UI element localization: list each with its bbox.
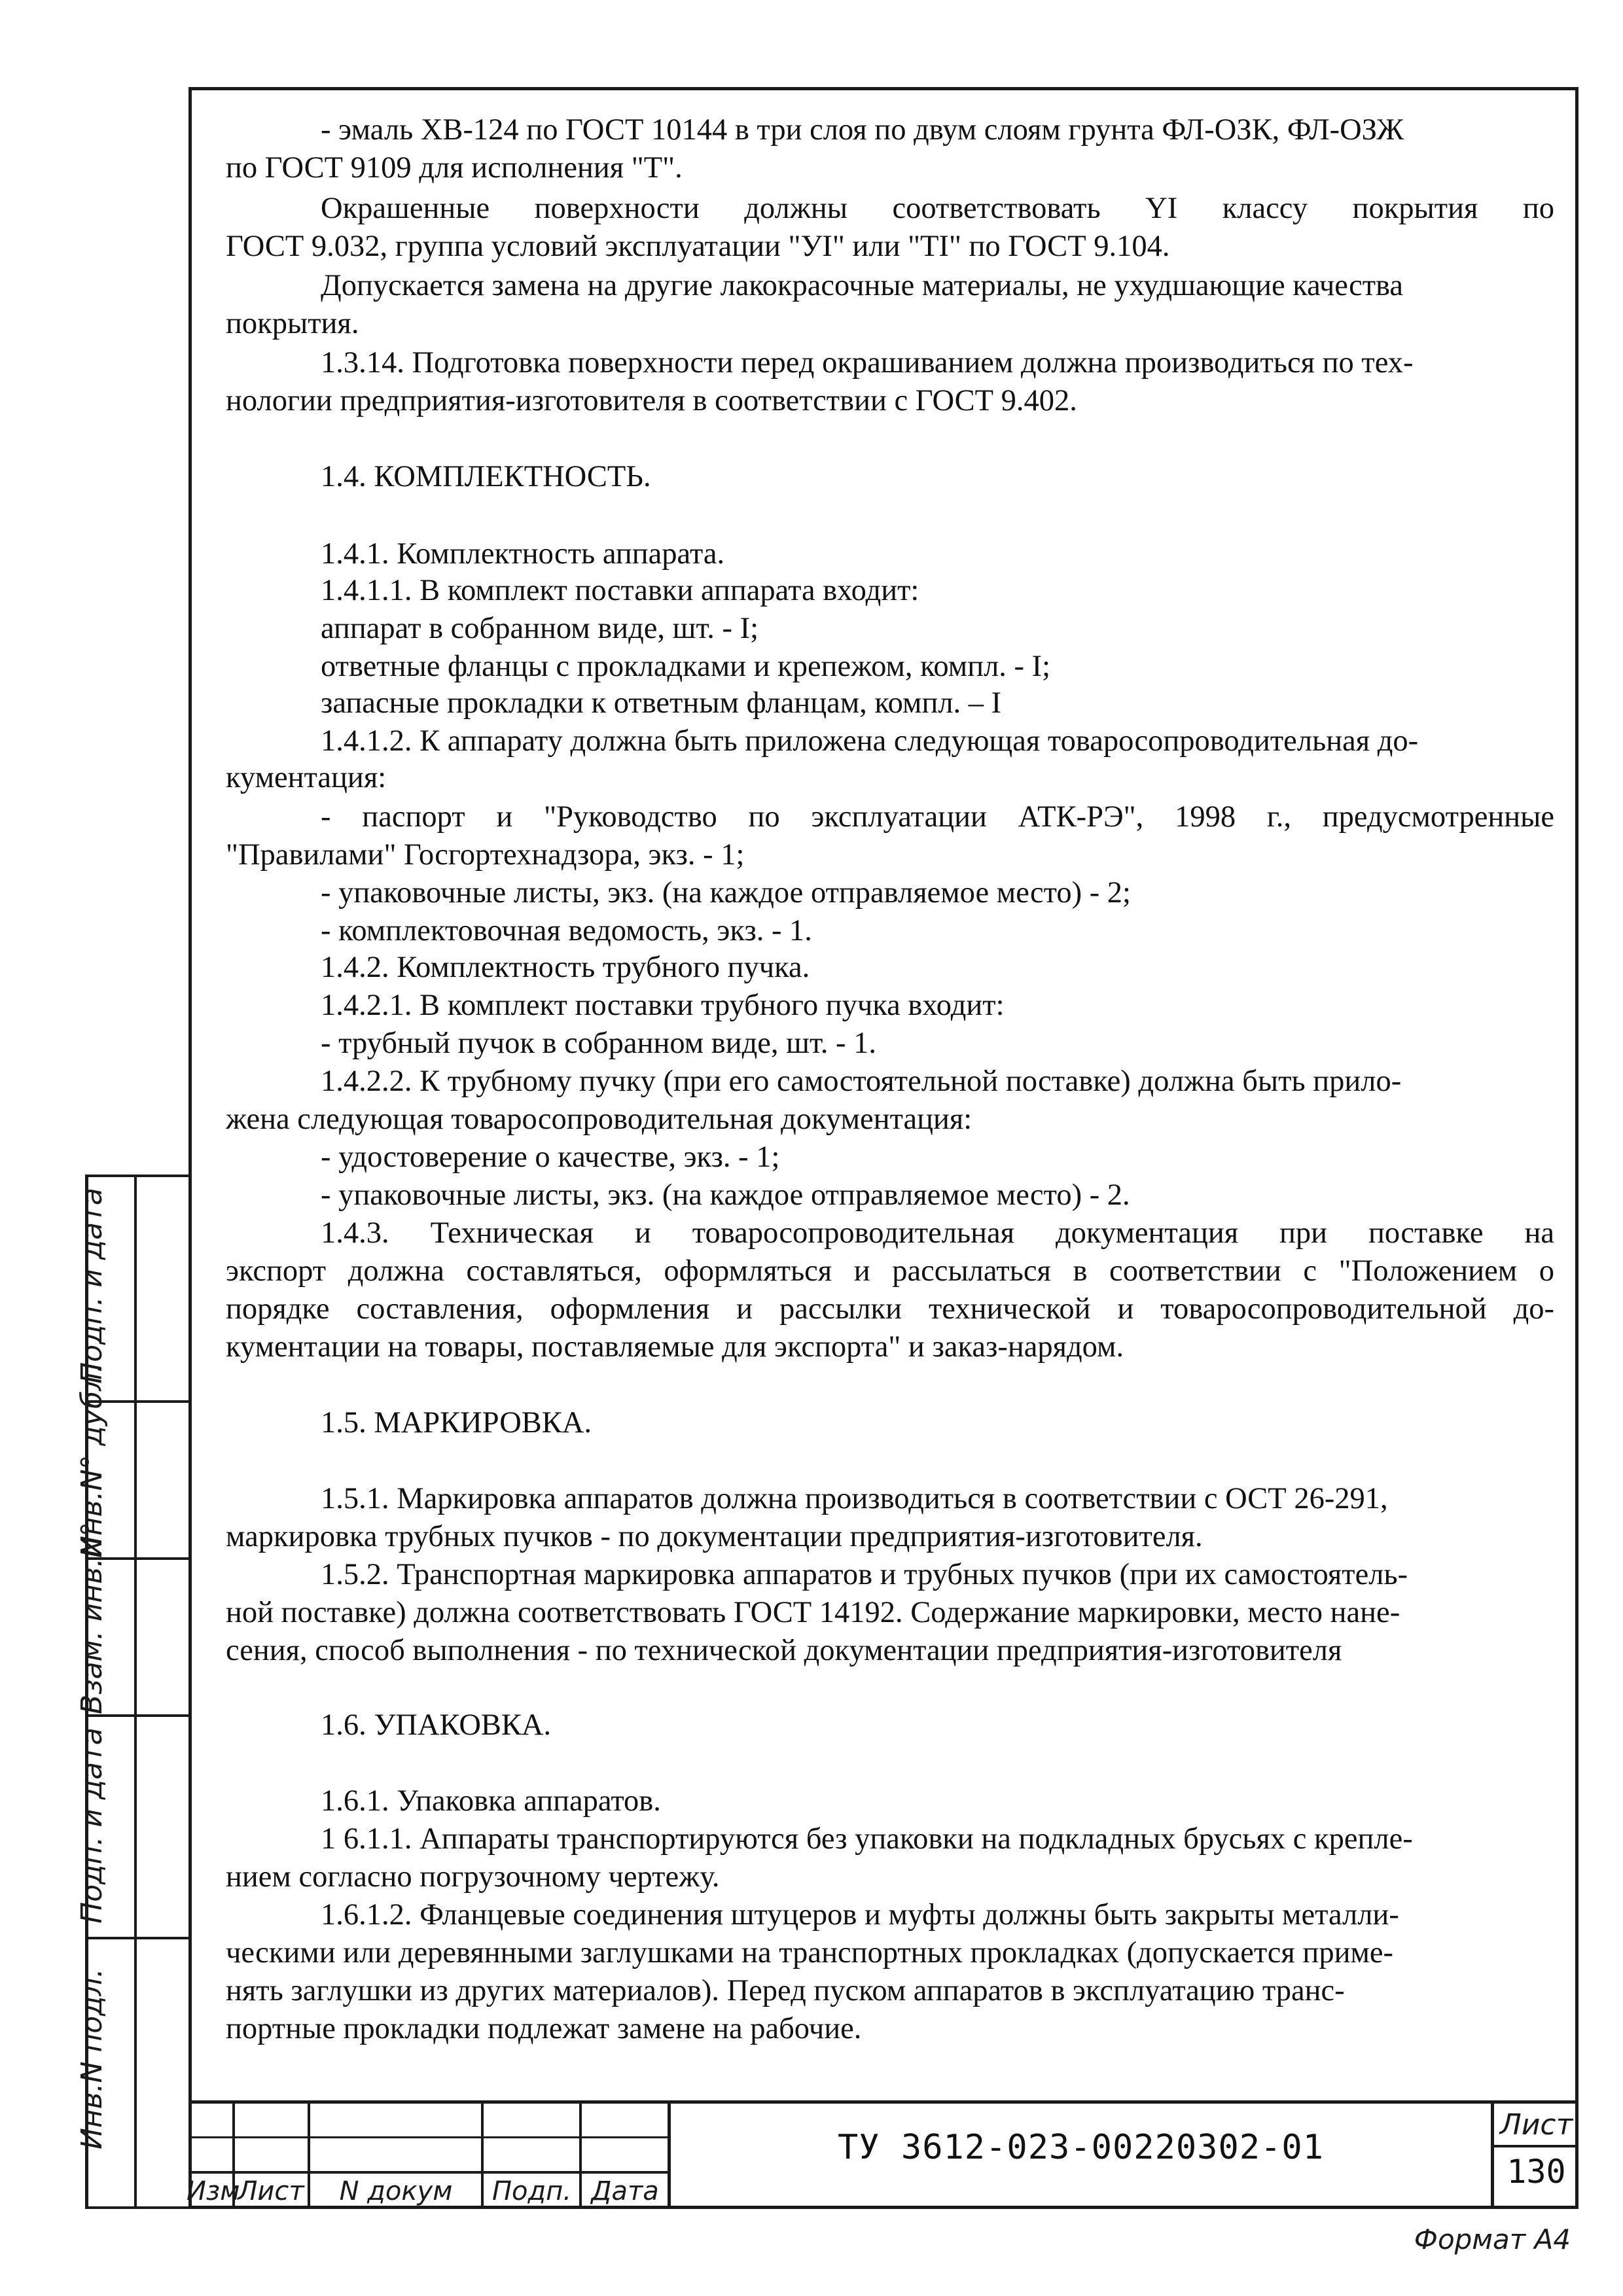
sheet-number: 130: [1507, 2153, 1566, 2191]
body-line: кументация:: [226, 761, 387, 794]
body-line: жена следующая товаросопроводительная документация:: [226, 1103, 972, 1136]
column-label-n-dokum: N докум: [339, 2176, 453, 2206]
body-line: 1.3.14. Подготовка поверхности перед окрашиванием должна производиться по тех-: [321, 346, 1414, 380]
title-block-top-line: [188, 2100, 1578, 2104]
sheet-label: Лист: [1499, 2108, 1573, 2142]
title-block-row-line-1: [188, 2136, 669, 2138]
body-line: 1.6.1. Упаковка аппаратов.: [321, 1784, 661, 1818]
side-stamp-divider-4: [85, 1937, 190, 1939]
section-heading: 1.4. КОМПЛЕКТНОСТЬ.: [321, 460, 651, 493]
body-line: - трубный пучок в собранном виде, шт. - 1.: [321, 1027, 877, 1060]
body-line: по ГОСТ 9109 для исполнения "Т".: [226, 151, 683, 185]
side-stamp-bottom-line: [85, 2206, 190, 2209]
side-stamp-top-line: [85, 1174, 190, 1177]
body-line: аппарат в собранном виде, шт. - I;: [321, 612, 759, 645]
column-label-podp: Подп.: [491, 2176, 572, 2206]
body-line: 1.4.1.1. В комплект поставки аппарата входит:: [321, 574, 919, 607]
body-line: нологии предприятия-изготовителя в соответствии с ГОСТ 9.402.: [226, 384, 1077, 417]
column-label-data: Дата: [591, 2176, 659, 2206]
body-line: ческими или деревянными заглушками на транспортных прокладках (допускается приме-: [226, 1936, 1394, 1969]
title-block-row-line-2: [188, 2171, 669, 2174]
body-line: - паспорт и "Руководство по эксплуатации АТК-РЭ", 1998 г., предусмотренные: [321, 800, 1554, 834]
body-line: 1.4.1.2. К аппарату должна быть приложена следующая товаросопроводительная до-: [321, 724, 1419, 758]
side-label-inv-podl: Инв.N подл.: [75, 1968, 109, 2149]
body-line: - эмаль ХВ-124 по ГОСТ 10144 в три слоя по двум слоям грунта ФЛ-ОЗК, ФЛ-ОЗЖ: [321, 113, 1404, 147]
document-code: ТУ 3612-023-00220302-01: [837, 2128, 1325, 2167]
body-line: ответные фланцы с прокладками и крепежом, компл. - I;: [321, 650, 1051, 683]
body-line: Допускается замена на другие лакокрасочные материалы, не ухудшающие качества: [321, 269, 1404, 302]
body-line: 1 6.1.1. Аппараты транспортируются без упаковки на подкладных брусьях с крепле-: [321, 1822, 1413, 1856]
sheet-cell-divider: [1492, 2145, 1578, 2147]
body-line: 1.5.2. Транспортная маркировка аппаратов и трубных пучков (при их самостоятель-: [321, 1558, 1408, 1591]
body-line: - упаковочные листы, экз. (на каждое отправляемое место) - 2.: [321, 1178, 1130, 1212]
side-label-podp-data-bottom: Подп. и дата: [75, 1727, 109, 1924]
body-line: ГОСТ 9.032, группа условий эксплуатации "УI" или "TI" по ГОСТ 9.104.: [226, 230, 1170, 263]
body-line: - комплектовочная ведомость, экз. - 1.: [321, 914, 812, 947]
section-heading: 1.6. УПАКОВКА.: [321, 1708, 552, 1742]
body-line: запасные прокладки к ответным фланцам, компл. – I: [321, 686, 1002, 720]
body-line: кументации на товары, поставляемые для экспорта" и заказ-нарядом.: [226, 1330, 1124, 1364]
format-label: Формат А4: [1414, 2223, 1571, 2255]
body-line: нять заглушки из других материалов). Перед пуском аппаратов в эксплуатацию транс-: [226, 1974, 1345, 2007]
body-line: нием согласно погрузочному чертежу.: [226, 1860, 720, 1894]
body-line: 1.4.2.1. В комплект поставки трубного пучка входит:: [321, 989, 1005, 1022]
body-line: 1.4.1. Комплектность аппарата.: [321, 537, 725, 571]
body-line: - упаковочные листы, экз. (на каждое отправляемое место) - 2;: [321, 876, 1131, 910]
body-line: маркировка трубных пучков - по документации предприятия-изготовителя.: [226, 1520, 1203, 1553]
side-label-inv-dubl: Инв.N° дубл.: [75, 1363, 109, 1557]
side-label-podp-data-top: Подп. и дата: [75, 1188, 109, 1384]
body-line: "Правилами" Госгортехнадзора, экз. - 1;: [226, 838, 745, 872]
body-line: 1.4.3. Техническая и товаросопроводительная документация при поставке на: [321, 1216, 1554, 1250]
body-line: Окрашенные поверхности должны соответствовать YI классу покрытия по: [321, 192, 1554, 225]
body-line: - удостоверение о качестве, экз. - 1;: [321, 1140, 780, 1174]
section-heading: 1.5. МАРКИРОВКА.: [321, 1406, 592, 1439]
body-line: сения, способ выполнения - по технической документации предприятия-изготовителя: [226, 1634, 1342, 1667]
body-line: экспорт должна составляться, оформляться и рассылаться в соответствии с "Положением о: [226, 1254, 1554, 1288]
column-label-list: Лист: [238, 2176, 304, 2206]
side-stamp-inner-line: [134, 1174, 137, 2209]
body-line: 1.4.2.2. К трубному пучку (при его самостоятельной поставке) должна быть прило-: [321, 1065, 1402, 1098]
body-line: 1.5.1. Маркировка аппаратов должна производиться в соответствии с ОСТ 26-291,: [321, 1482, 1388, 1515]
body-line: ной поставке) должна соответствовать ГОСТ 14192. Содержание маркировки, место нане-: [226, 1596, 1400, 1629]
body-line: 1.4.2. Комплектность трубного пучка.: [321, 951, 810, 984]
column-label-izm: Изм: [187, 2176, 240, 2206]
body-line: портные прокладки подлежат замене на рабочие.: [226, 2012, 862, 2045]
side-label-vzam-inv: Взам. инв.N°: [75, 1522, 109, 1714]
body-line: 1.6.1.2. Фланцевые соединения штуцеров и муфты должны быть закрыты металли-: [321, 1898, 1399, 1932]
body-line: порядке составления, оформления и рассылки технической и товаросопроводительной до-: [226, 1292, 1554, 1326]
body-line: покрытия.: [226, 307, 359, 340]
side-stamp-divider-3: [85, 1714, 190, 1717]
